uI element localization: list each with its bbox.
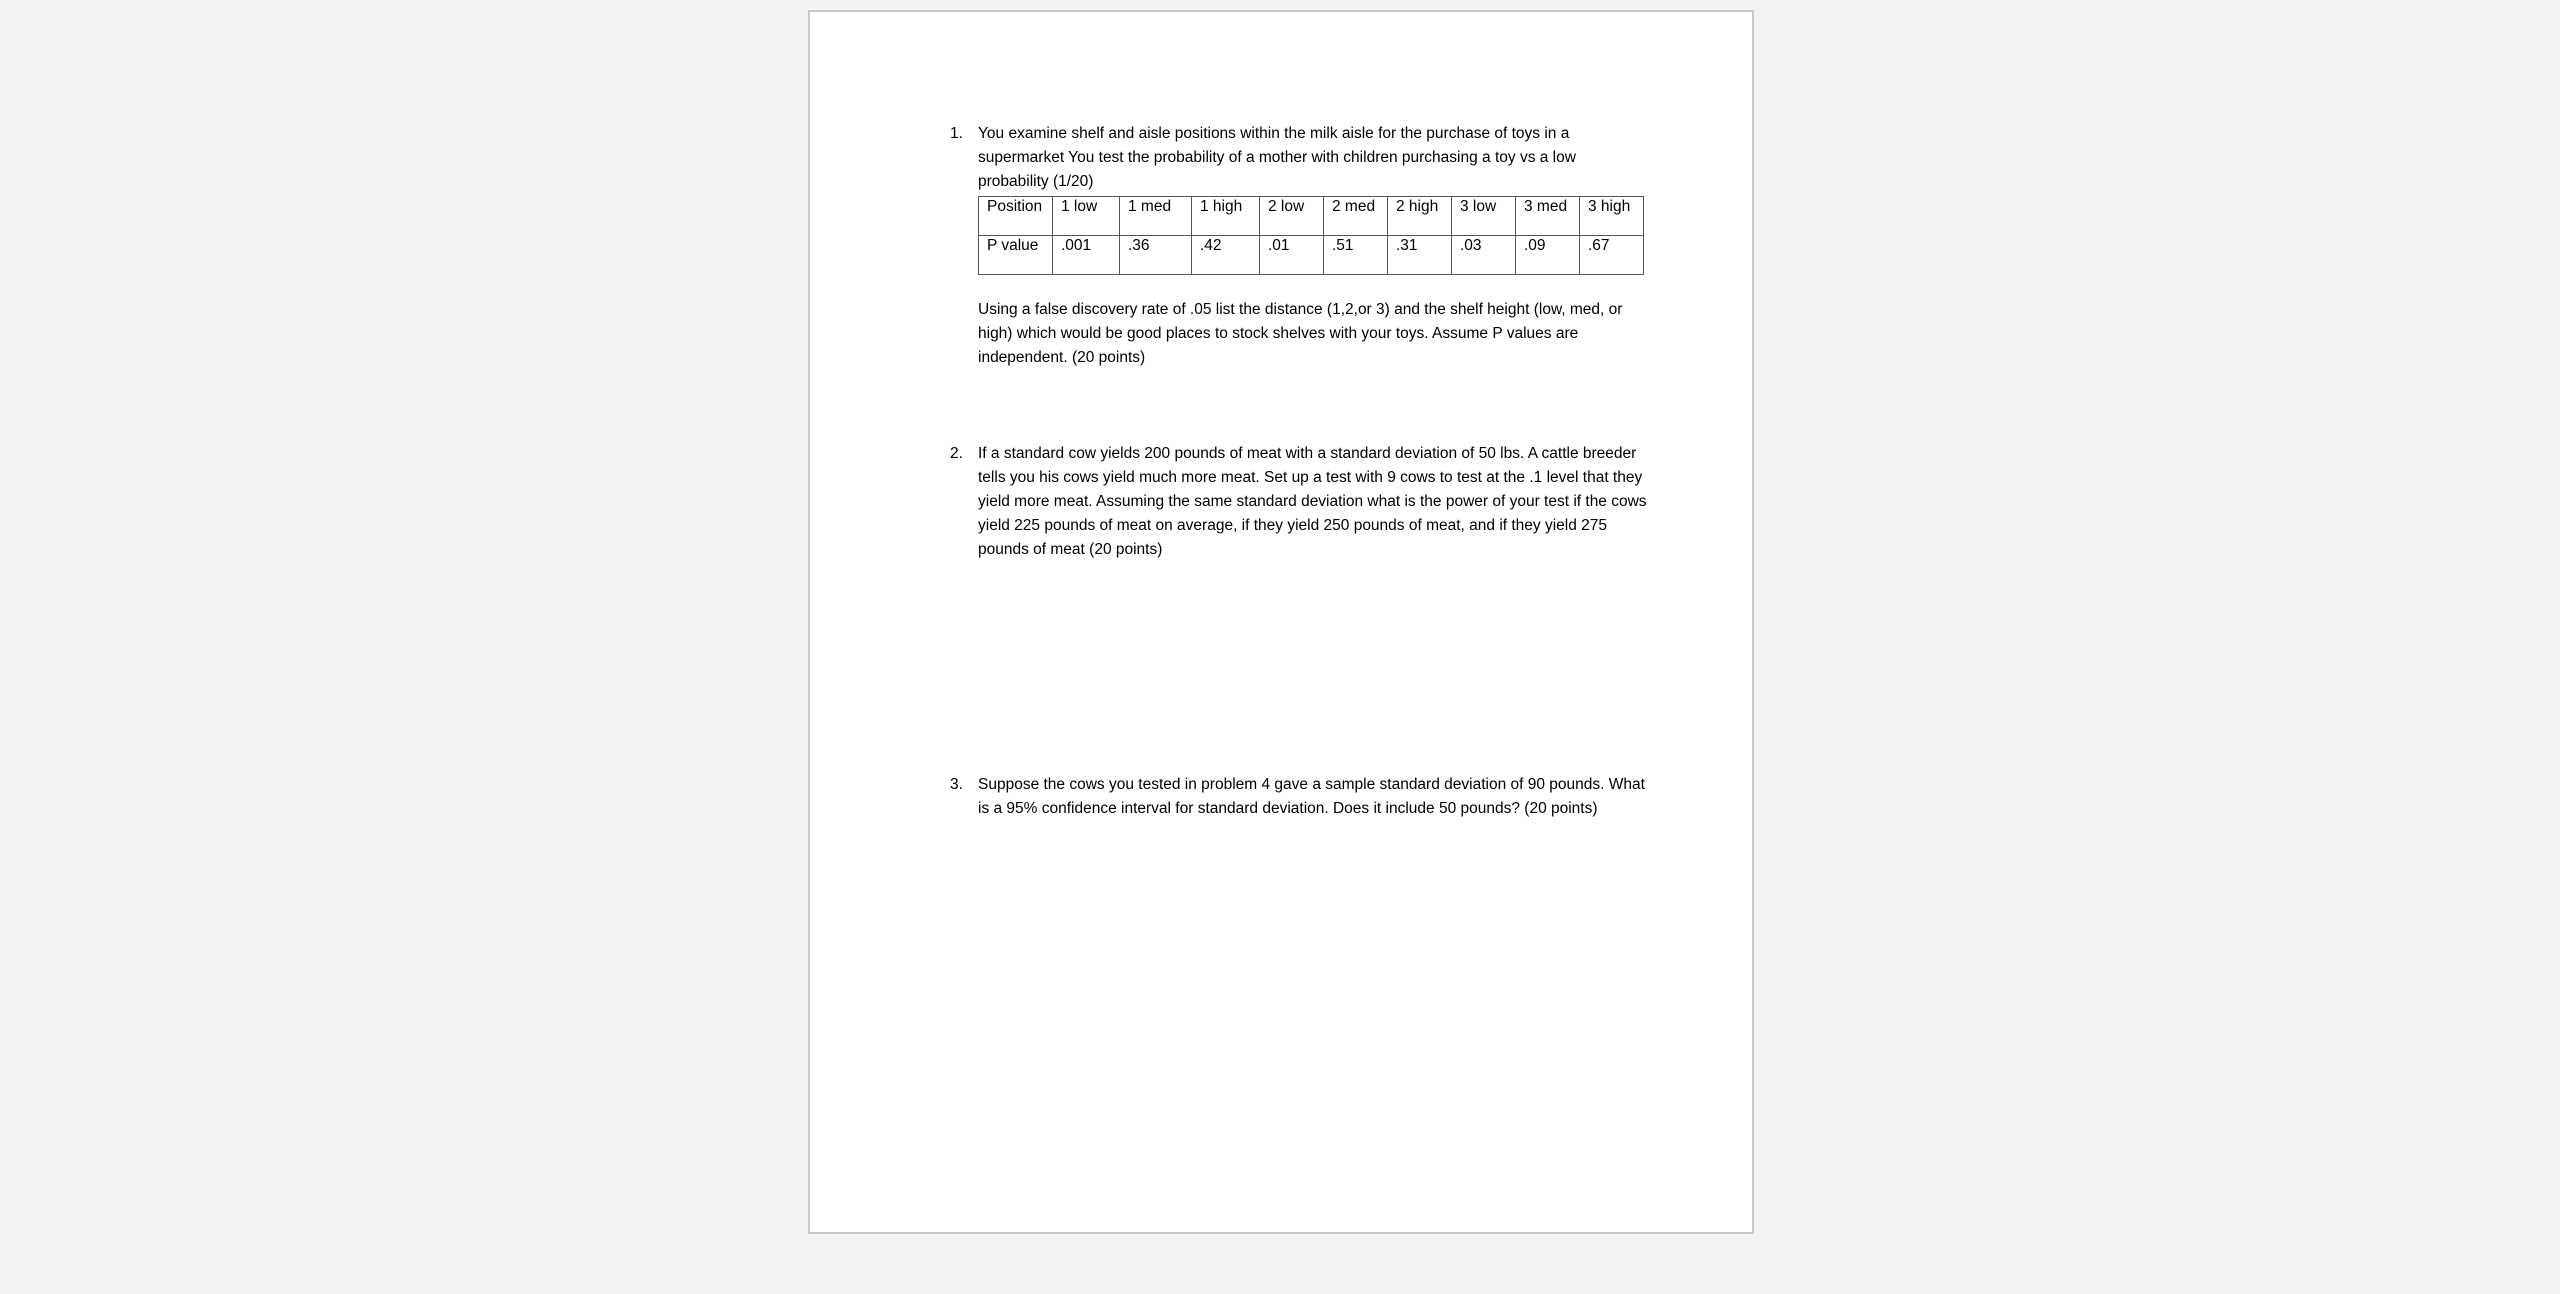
question-text: You examine shelf and aisle positions within the milk aisle for the purchase of toys in a supermarket You test the probability of a mother with children purchasing a toy vs a low probability (1/20): [978, 125, 1576, 190]
question-3: [950, 773, 1650, 821]
table-cell: .001: [1053, 236, 1120, 275]
table-cell: .51: [1324, 236, 1388, 275]
question-number: 2.: [950, 445, 963, 462]
table-cell: 3 med: [1516, 197, 1580, 236]
table-cell: 2 high: [1388, 197, 1452, 236]
table-cell: 3 high: [1580, 197, 1644, 236]
question-text: Suppose the cows you tested in problem 4 gave a sample standard deviation of 90 pounds. What is a 95% confidence interval for standard deviation. Does it include 50 pounds? (20 points): [978, 776, 1645, 817]
table-cell: .67: [1580, 236, 1644, 275]
question-number: 3.: [950, 776, 963, 793]
question-text: If a standard cow yields 200 pounds of meat with a standard deviation of 50 lbs. A cattle breeder tells you his cows yield much more meat. Set up a test with 9 cows to test at the .1 level that they yield more meat. Assuming the same standard deviation what is the power of your test if the cows yield 225 pounds of meat on average, if they yield 250 pounds of meat, and if they yield 275 pounds of meat (20 points): [978, 445, 1647, 558]
table-cell: .36: [1120, 236, 1192, 275]
question-1-followup: Using a false discovery rate of .05 list the distance (1,2,or 3) and the shelf height (low, med, or high) which would be good places to stock shelves with your toys. Assume P values are independent. (20 points): [978, 301, 1623, 366]
table-row: [979, 236, 1644, 275]
p-value-table: [978, 196, 1644, 275]
table-cell: 1 high: [1192, 197, 1260, 236]
table-cell: 2 low: [1260, 197, 1324, 236]
question-number: 1.: [950, 125, 963, 142]
table-cell: .31: [1388, 236, 1452, 275]
table-cell: .01: [1260, 236, 1324, 275]
table-cell: Position: [979, 197, 1053, 236]
table-cell: .03: [1452, 236, 1516, 275]
table-cell: .09: [1516, 236, 1580, 275]
table-cell: P value: [979, 236, 1053, 275]
question-1: [950, 122, 1650, 194]
document-page: [808, 10, 1754, 1234]
table-cell: .42: [1192, 236, 1260, 275]
table-cell: 1 low: [1053, 197, 1120, 236]
question-2: [950, 442, 1650, 562]
table-header-row: [979, 197, 1644, 236]
table-cell: 2 med: [1324, 197, 1388, 236]
table-cell: 1 med: [1120, 197, 1192, 236]
page-content: [810, 12, 1752, 1232]
table-cell: 3 low: [1452, 197, 1516, 236]
